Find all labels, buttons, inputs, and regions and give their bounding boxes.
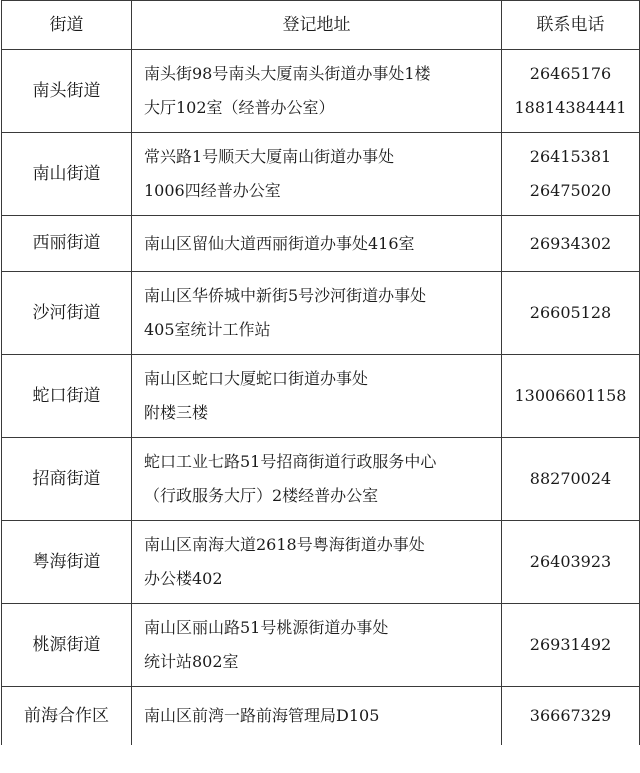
header-row	[2, 1, 640, 50]
phone-number: 26605128	[529, 303, 612, 322]
district-cell: 粤海街道	[2, 521, 132, 604]
phone-number: 36667329	[529, 706, 612, 725]
address-cell	[132, 272, 502, 355]
address-line: 南山区留仙大道西丽街道办事处416室	[144, 233, 415, 253]
phone-number: 88270024	[529, 469, 612, 488]
phone-cell	[502, 216, 640, 272]
address-line: 常兴路1号顺天大厦南山街道办事处	[144, 147, 395, 166]
phone-number: 26934302	[529, 233, 612, 253]
phone-number: 26415381	[529, 147, 612, 166]
phone-cell	[502, 521, 640, 604]
table-row	[2, 272, 640, 355]
phone-number: 13006601158	[514, 386, 627, 405]
phone-number: 26403923	[529, 552, 612, 571]
header-district: 街道	[2, 1, 132, 50]
district-cell: 蛇口街道	[2, 355, 132, 438]
phone-cell	[502, 438, 640, 521]
address-cell	[132, 521, 502, 604]
address-cell	[132, 687, 502, 746]
table-row	[2, 355, 640, 438]
address-line: 南山区南海大道2618号粤海街道办事处	[144, 535, 425, 554]
phone-cell	[502, 687, 640, 746]
phone-number: 26465176	[529, 64, 612, 83]
phone-cell	[502, 272, 640, 355]
table-row	[2, 687, 640, 746]
table-row	[2, 604, 640, 687]
phone-cell	[502, 50, 640, 133]
address-line: 南头街98号南头大厦南头街道办事处1楼	[144, 64, 431, 83]
phone-cell	[502, 133, 640, 216]
table-row	[2, 438, 640, 521]
address-line: 南山区华侨城中新街5号沙河街道办事处	[144, 286, 427, 305]
address-line: 1006四经普办公室	[144, 181, 281, 200]
district-cell: 西丽街道	[2, 216, 132, 272]
district-cell: 南山街道	[2, 133, 132, 216]
address-line: （行政服务大厅）2楼经普办公室	[144, 486, 379, 505]
address-line: 办公楼402	[144, 569, 223, 588]
address-cell	[132, 438, 502, 521]
phone-cell	[502, 604, 640, 687]
address-cell	[132, 216, 502, 272]
address-line: 南山区蛇口大厦蛇口街道办事处	[144, 369, 369, 388]
phone-number: 26475020	[529, 181, 612, 200]
district-cell: 招商街道	[2, 438, 132, 521]
header-phone: 联系电话	[502, 1, 640, 50]
address-line: 大厅102室（经普办公室）	[144, 98, 335, 117]
district-cell: 桃源街道	[2, 604, 132, 687]
address-cell	[132, 355, 502, 438]
table-body	[2, 50, 640, 746]
address-cell	[132, 50, 502, 133]
address-line: 南山区丽山路51号桃源街道办事处	[144, 618, 389, 637]
address-line: 附楼三楼	[144, 403, 209, 422]
district-cell: 前海合作区	[2, 687, 132, 746]
phone-number: 18814384441	[514, 98, 627, 117]
header-address: 登记地址	[132, 1, 502, 50]
phone-number: 26931492	[529, 635, 612, 654]
address-line: 405室统计工作站	[144, 320, 271, 339]
district-cell: 南头街道	[2, 50, 132, 133]
table-row	[2, 133, 640, 216]
table-row	[2, 521, 640, 604]
district-cell: 沙河街道	[2, 272, 132, 355]
table-row	[2, 50, 640, 133]
address-line: 南山区前湾一路前海管理局D105	[144, 706, 380, 725]
table-row	[2, 216, 640, 272]
address-line: 统计站802室	[144, 652, 239, 671]
address-line: 蛇口工业七路51号招商街道行政服务中心	[144, 452, 437, 471]
address-cell	[132, 133, 502, 216]
contact-table	[1, 0, 640, 745]
phone-cell	[502, 355, 640, 438]
address-cell	[132, 604, 502, 687]
